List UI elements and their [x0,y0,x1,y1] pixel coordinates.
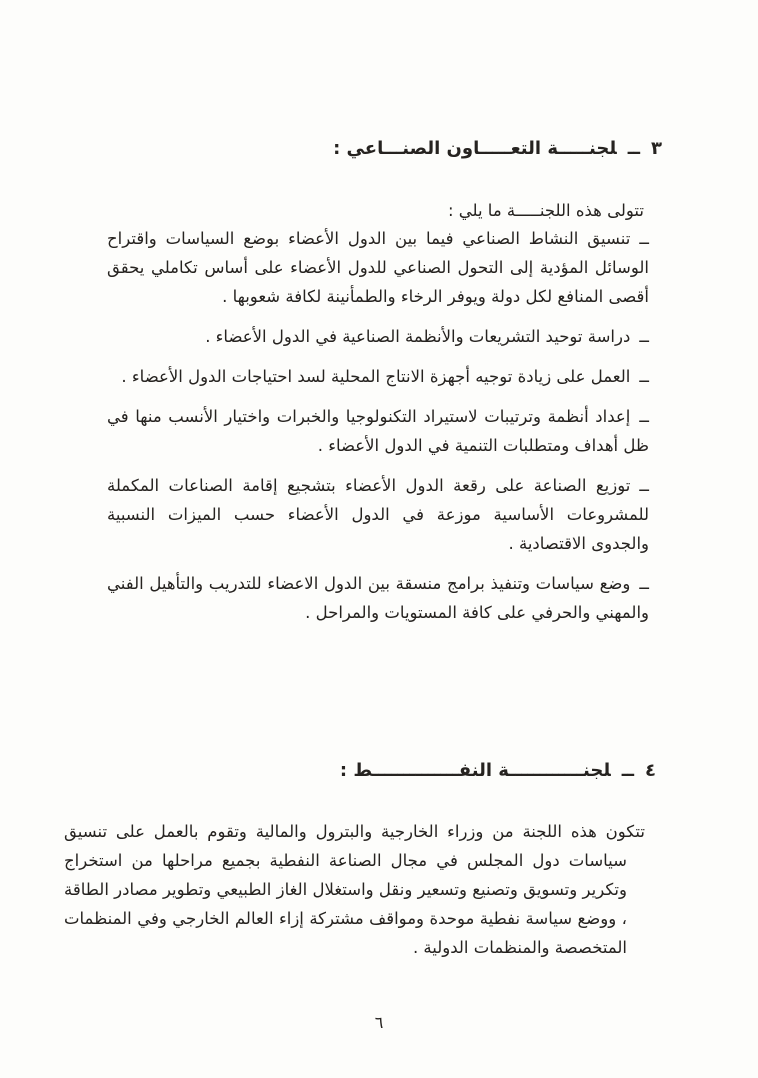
list-item-text: وضع سياسات وتنفيذ برامج منسقة بين الدول الاعضاء للتدريب والتأهيل الفني والمهني والحرفي على كافة المستويات والمراحل . [107,574,649,622]
page-number: ٦ [374,1013,384,1032]
section-title: لجنــــــــــــة النفــــــــــــــط : [339,759,611,781]
list-item [107,224,649,311]
bullet-dash: ــ [639,476,649,495]
list-item-text: إعداد أنظمة وترتيبات لاستيراد التكنولوجيا والخبرات واختيار الأنسب منها في ظل أهداف ومتطلبات التنمية في الدول الأعضاء . [107,407,649,455]
list-item-text: تنسيق النشاط الصناعي فيما بين الدول الأعضاء بوضع السياسات واقتراح الوسائل المؤدية إلى التحول الصناعي للدول الأعضاء على أساس تكاملي يحقق أقصى المنافع لكل دولة ويوفر الرخاء والطمأنينة لكافة شعوبها . [107,229,649,306]
section-heading-oil-committee [340,759,656,783]
bullet-dash: ــ [639,407,649,426]
section-title: لجنـــــة التعـــــاون الصنـــاعي : [333,137,617,159]
list-item-text: العمل على زيادة توجيه أجهزة الانتاج المحلية لسد احتياجات الدول الأعضاء . [121,367,631,386]
committee-intro-line: تتولى هذه اللجنـــــة ما يلي : [447,200,644,220]
bullet-dash: ــ [639,229,649,248]
bullet-dash: ــ [639,367,649,386]
heading-dash: ــ [621,759,634,781]
list-item [107,569,649,627]
oil-committee-paragraph: تتكون هذه اللجنة من وزراء الخارجية والبترول والمالية وتقوم بالعمل على تنسيق سياسات دول المجلس في مجال الصناعة النفطية بجميع مراحلها من استخراج وتكرير وتسويق وتصنيع وتسعير ونقل واستغلال الغاز الطبيعي وتطوير مصادر الطاقة ، ووضع سياسة نفطية موحدة ومواقف مشتركة إزاء العالم الخارجي وفي المنظمات المتخصصة والمنظمات الدولية . [64,821,645,957]
committee-duties-list [107,224,649,638]
list-item [107,362,649,391]
list-item [107,402,649,460]
list-item [107,471,649,558]
heading-dash: ــ [627,137,640,159]
section-number: ٤ [645,759,656,781]
list-item [107,322,649,351]
section-number: ٣ [651,137,662,159]
section-heading-industrial-cooperation [333,137,662,161]
list-item-text: دراسة توحيد التشريعات والأنظمة الصناعية في الدول الأعضاء . [205,327,631,346]
bullet-dash: ــ [639,327,649,346]
bullet-dash: ــ [639,574,649,593]
list-item-text: توزيع الصناعة على رقعة الدول الأعضاء بتشجيع إقامة الصناعات المكملة للمشروعات الأساسية موزعة في الدول الأعضاء حسب الميزات النسبية والجدوى الاقتصادية . [107,476,649,553]
